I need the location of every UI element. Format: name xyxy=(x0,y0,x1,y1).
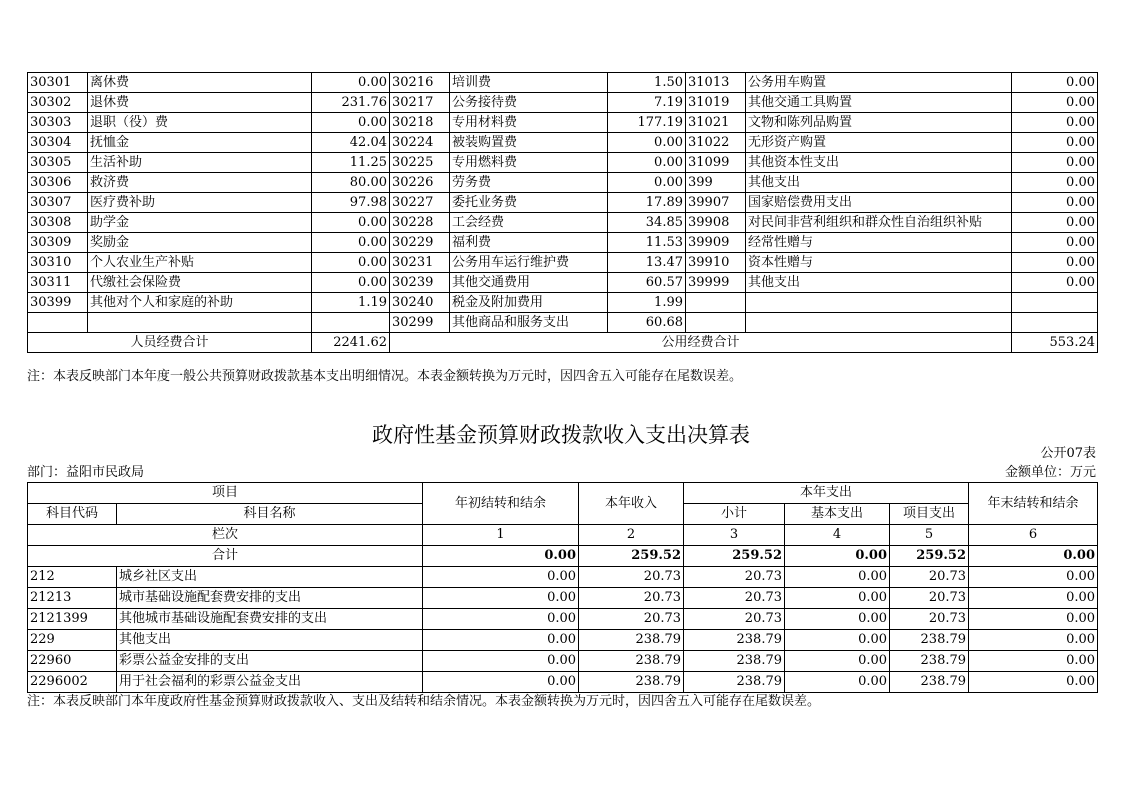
public-amount: 177.19 xyxy=(608,113,686,133)
basic-expense-rows xyxy=(28,73,1098,333)
personnel-name: 抚恤金 xyxy=(88,133,312,153)
fund-table xyxy=(27,482,1098,693)
personnel-name: 退职（役）费 xyxy=(88,113,312,133)
personnel-amount: 0.00 xyxy=(312,113,390,133)
public-code: 30299 xyxy=(390,313,450,333)
fund-total-label: 合计 xyxy=(28,546,423,567)
fund-total-basic: 0.00 xyxy=(785,546,890,567)
table-row xyxy=(28,233,1098,253)
public-code-2: 399 xyxy=(686,173,746,193)
fund-rows xyxy=(28,567,1098,693)
basic-expense: 0.00 xyxy=(785,609,890,630)
subject-name: 其他支出 xyxy=(117,630,423,651)
personnel-code xyxy=(28,313,88,333)
personnel-code: 30301 xyxy=(28,73,88,93)
fund-total-project: 259.52 xyxy=(890,546,969,567)
subject-code: 22960 xyxy=(28,651,117,672)
personnel-amount: 11.25 xyxy=(312,153,390,173)
project-expense: 238.79 xyxy=(890,651,969,672)
table-row xyxy=(28,313,1098,333)
personnel-amount: 0.00 xyxy=(312,73,390,93)
fund-total-opening: 0.00 xyxy=(423,546,579,567)
personnel-code: 30310 xyxy=(28,253,88,273)
expense-note: 注：本表反映部门本年度一般公共预算财政拨款基本支出明细情况。本表金额转换为万元时，因四舍五入可能存在尾数误差。 xyxy=(27,369,743,384)
public-code: 30224 xyxy=(390,133,450,153)
public-code: 30225 xyxy=(390,153,450,173)
public-amount-2: 0.00 xyxy=(1012,193,1098,213)
personnel-amount: 231.76 xyxy=(312,93,390,113)
basic-expense: 0.00 xyxy=(785,567,890,588)
public-total-value: 553.24 xyxy=(1012,333,1098,353)
personnel-name: 个人农业生产补贴 xyxy=(88,253,312,273)
public-name: 委托业务费 xyxy=(450,193,608,213)
opening-balance: 0.00 xyxy=(423,651,579,672)
public-name-2: 公务用车购置 xyxy=(746,73,1012,93)
basic-expense: 0.00 xyxy=(785,672,890,693)
header-expense: 本年支出 xyxy=(684,483,969,504)
subject-name: 其他城市基础设施配套费安排的支出 xyxy=(117,609,423,630)
personnel-total-label: 人员经费合计 xyxy=(28,333,312,353)
public-amount: 1.50 xyxy=(608,73,686,93)
personnel-name: 救济费 xyxy=(88,173,312,193)
year-income: 238.79 xyxy=(579,630,684,651)
table-row xyxy=(28,672,1098,693)
public-amount: 0.00 xyxy=(608,133,686,153)
public-code: 30239 xyxy=(390,273,450,293)
subject-name: 彩票公益金安排的支出 xyxy=(117,651,423,672)
table-row xyxy=(28,73,1098,93)
public-code-2: 39999 xyxy=(686,273,746,293)
closing-balance: 0.00 xyxy=(969,588,1098,609)
public-name: 劳务费 xyxy=(450,173,608,193)
public-code-2: 39910 xyxy=(686,253,746,273)
column-index-1: 1 xyxy=(423,525,579,546)
subject-code: 212 xyxy=(28,567,117,588)
personnel-code: 30304 xyxy=(28,133,88,153)
public-code-2: 31013 xyxy=(686,73,746,93)
opening-balance: 0.00 xyxy=(423,630,579,651)
subject-code: 2121399 xyxy=(28,609,117,630)
public-amount: 13.47 xyxy=(608,253,686,273)
public-name-2: 其他资本性支出 xyxy=(746,153,1012,173)
table-row xyxy=(28,253,1098,273)
closing-balance: 0.00 xyxy=(969,630,1098,651)
personnel-code: 30303 xyxy=(28,113,88,133)
column-index-5: 5 xyxy=(890,525,969,546)
header-income: 本年收入 xyxy=(579,483,684,525)
table-row xyxy=(28,273,1098,293)
public-amount-2: 0.00 xyxy=(1012,113,1098,133)
public-amount-2: 0.00 xyxy=(1012,73,1098,93)
fund-note: 注：本表反映部门本年度政府性基金预算财政拨款收入、支出及结转和结余情况。本表金额转换为万元时，因四舍五入可能存在尾数误差。 xyxy=(27,694,821,709)
public-name-2: 其他支出 xyxy=(746,273,1012,293)
closing-balance: 0.00 xyxy=(969,672,1098,693)
public-amount: 34.85 xyxy=(608,213,686,233)
public-amount-2: 0.00 xyxy=(1012,133,1098,153)
personnel-code: 30306 xyxy=(28,173,88,193)
public-name: 其他商品和服务支出 xyxy=(450,313,608,333)
table-row xyxy=(28,651,1098,672)
table-row xyxy=(28,173,1098,193)
public-amount-2 xyxy=(1012,293,1098,313)
public-amount: 7.19 xyxy=(608,93,686,113)
personnel-name: 生活补助 xyxy=(88,153,312,173)
public-name: 培训费 xyxy=(450,73,608,93)
public-code-2: 39907 xyxy=(686,193,746,213)
basic-expense-table xyxy=(27,72,1098,353)
personnel-name: 医疗费补助 xyxy=(88,193,312,213)
table-row xyxy=(28,609,1098,630)
header-closing: 年末结转和结余 xyxy=(969,483,1098,525)
subject-code: 21213 xyxy=(28,588,117,609)
public-code-2: 31022 xyxy=(686,133,746,153)
personnel-name: 退休费 xyxy=(88,93,312,113)
public-name-2 xyxy=(746,293,1012,313)
public-amount: 11.53 xyxy=(608,233,686,253)
subject-code: 2296002 xyxy=(28,672,117,693)
opening-balance: 0.00 xyxy=(423,672,579,693)
personnel-name: 离休费 xyxy=(88,73,312,93)
public-name-2: 其他支出 xyxy=(746,173,1012,193)
public-code-2: 31021 xyxy=(686,113,746,133)
table-row xyxy=(28,193,1098,213)
personnel-amount: 0.00 xyxy=(312,253,390,273)
personnel-name: 助学金 xyxy=(88,213,312,233)
public-code: 30229 xyxy=(390,233,450,253)
header-name: 科目名称 xyxy=(117,504,423,525)
table-row xyxy=(28,293,1098,313)
unit-label: 金额单位：万元 xyxy=(1004,465,1096,480)
public-name: 公务接待费 xyxy=(450,93,608,113)
personnel-name xyxy=(88,313,312,333)
public-name-2: 其他交通工具购置 xyxy=(746,93,1012,113)
personnel-total-value: 2241.62 xyxy=(312,333,390,353)
public-code-2 xyxy=(686,313,746,333)
closing-balance: 0.00 xyxy=(969,567,1098,588)
public-name-2 xyxy=(746,313,1012,333)
public-name: 专用燃料费 xyxy=(450,153,608,173)
personnel-amount: 97.98 xyxy=(312,193,390,213)
fund-total-income: 259.52 xyxy=(579,546,684,567)
public-code: 30231 xyxy=(390,253,450,273)
project-expense: 238.79 xyxy=(890,630,969,651)
expense-subtotal: 20.73 xyxy=(684,609,785,630)
public-name: 专用材料费 xyxy=(450,113,608,133)
subject-name: 用于社会福利的彩票公益金支出 xyxy=(117,672,423,693)
expense-subtotal: 238.79 xyxy=(684,651,785,672)
public-amount-2: 0.00 xyxy=(1012,93,1098,113)
public-amount-2: 0.00 xyxy=(1012,233,1098,253)
public-amount-2: 0.00 xyxy=(1012,253,1098,273)
header-subtotal: 小计 xyxy=(684,504,785,525)
table-row xyxy=(28,133,1098,153)
column-index-4: 4 xyxy=(785,525,890,546)
header-project: 项目支出 xyxy=(890,504,969,525)
year-income: 238.79 xyxy=(579,672,684,693)
public-code: 30226 xyxy=(390,173,450,193)
project-expense: 20.73 xyxy=(890,588,969,609)
year-income: 20.73 xyxy=(579,588,684,609)
public-name: 工会经费 xyxy=(450,213,608,233)
subject-code: 229 xyxy=(28,630,117,651)
opening-balance: 0.00 xyxy=(423,588,579,609)
table-row xyxy=(28,630,1098,651)
expense-subtotal: 20.73 xyxy=(684,567,785,588)
expense-subtotal: 238.79 xyxy=(684,630,785,651)
public-code-2 xyxy=(686,293,746,313)
public-amount-2 xyxy=(1012,313,1098,333)
personnel-name: 奖励金 xyxy=(88,233,312,253)
personnel-amount: 42.04 xyxy=(312,133,390,153)
public-code: 30218 xyxy=(390,113,450,133)
personnel-code: 30311 xyxy=(28,273,88,293)
personnel-code: 30302 xyxy=(28,93,88,113)
project-expense: 20.73 xyxy=(890,567,969,588)
column-index-label: 栏次 xyxy=(28,525,423,546)
basic-expense: 0.00 xyxy=(785,651,890,672)
project-expense: 238.79 xyxy=(890,672,969,693)
public-code-2: 39908 xyxy=(686,213,746,233)
column-index-2: 2 xyxy=(579,525,684,546)
public-amount-2: 0.00 xyxy=(1012,273,1098,293)
public-amount: 0.00 xyxy=(608,153,686,173)
header-item: 项目 xyxy=(28,483,423,504)
public-amount: 17.89 xyxy=(608,193,686,213)
public-code: 30228 xyxy=(390,213,450,233)
public-amount: 1.99 xyxy=(608,293,686,313)
public-name: 其他交通费用 xyxy=(450,273,608,293)
public-name: 福利费 xyxy=(450,233,608,253)
personnel-name: 代缴社会保险费 xyxy=(88,273,312,293)
public-total-label: 公用经费合计 xyxy=(390,333,1012,353)
expense-subtotal: 238.79 xyxy=(684,672,785,693)
public-code: 30227 xyxy=(390,193,450,213)
personnel-amount xyxy=(312,313,390,333)
fund-total-subtotal: 259.52 xyxy=(684,546,785,567)
public-name: 公务用车运行维护费 xyxy=(450,253,608,273)
public-amount: 60.68 xyxy=(608,313,686,333)
personnel-amount: 0.00 xyxy=(312,233,390,253)
subject-name: 城市基础设施配套费安排的支出 xyxy=(117,588,423,609)
public-name-2: 国家赔偿费用支出 xyxy=(746,193,1012,213)
fund-table-title: 政府性基金预算财政拨款收入支出决算表 xyxy=(372,423,750,447)
public-code: 30217 xyxy=(390,93,450,113)
header-code: 科目代码 xyxy=(28,504,117,525)
personnel-code: 30399 xyxy=(28,293,88,313)
personnel-amount: 0.00 xyxy=(312,273,390,293)
public-code: 30240 xyxy=(390,293,450,313)
personnel-code: 30308 xyxy=(28,213,88,233)
column-index-6: 6 xyxy=(969,525,1098,546)
public-amount-2: 0.00 xyxy=(1012,153,1098,173)
fund-column-index-row xyxy=(28,525,1098,546)
year-income: 238.79 xyxy=(579,651,684,672)
personnel-code: 30305 xyxy=(28,153,88,173)
closing-balance: 0.00 xyxy=(969,609,1098,630)
table-row xyxy=(28,93,1098,113)
basic-expense: 0.00 xyxy=(785,588,890,609)
public-code-2: 31019 xyxy=(686,93,746,113)
public-name-2: 对民间非营利组织和群众性自治组织补贴 xyxy=(746,213,1012,233)
table-row xyxy=(28,153,1098,173)
expense-subtotal: 20.73 xyxy=(684,588,785,609)
table-row xyxy=(28,113,1098,133)
opening-balance: 0.00 xyxy=(423,567,579,588)
public-amount-2: 0.00 xyxy=(1012,213,1098,233)
basic-expense: 0.00 xyxy=(785,630,890,651)
header-opening: 年初结转和结余 xyxy=(423,483,579,525)
public-name-2: 资本性赠与 xyxy=(746,253,1012,273)
personnel-amount: 80.00 xyxy=(312,173,390,193)
department-label: 部门：益阳市民政局 xyxy=(27,465,145,480)
public-name-2: 经常性赠与 xyxy=(746,233,1012,253)
personnel-amount: 0.00 xyxy=(312,213,390,233)
public-name-2: 无形资产购置 xyxy=(746,133,1012,153)
year-income: 20.73 xyxy=(579,567,684,588)
column-index-3: 3 xyxy=(684,525,785,546)
personnel-code: 30309 xyxy=(28,233,88,253)
form-number: 公开07表 xyxy=(1040,446,1096,461)
public-name: 税金及附加费用 xyxy=(450,293,608,313)
table-row xyxy=(28,213,1098,233)
public-code: 30216 xyxy=(390,73,450,93)
fund-total-closing: 0.00 xyxy=(969,546,1098,567)
public-name-2: 文物和陈列品购置 xyxy=(746,113,1012,133)
fund-total-row xyxy=(28,546,1098,567)
subject-name: 城乡社区支出 xyxy=(117,567,423,588)
public-amount: 60.57 xyxy=(608,273,686,293)
personnel-code: 30307 xyxy=(28,193,88,213)
year-income: 20.73 xyxy=(579,609,684,630)
expense-total-row xyxy=(28,333,1098,353)
project-expense: 20.73 xyxy=(890,609,969,630)
public-amount: 0.00 xyxy=(608,173,686,193)
fund-header-row-1 xyxy=(28,483,1098,504)
table-row xyxy=(28,588,1098,609)
public-amount-2: 0.00 xyxy=(1012,173,1098,193)
closing-balance: 0.00 xyxy=(969,651,1098,672)
personnel-amount: 1.19 xyxy=(312,293,390,313)
public-code-2: 31099 xyxy=(686,153,746,173)
public-code-2: 39909 xyxy=(686,233,746,253)
opening-balance: 0.00 xyxy=(423,609,579,630)
header-basic: 基本支出 xyxy=(785,504,890,525)
public-name: 被装购置费 xyxy=(450,133,608,153)
table-row xyxy=(28,567,1098,588)
personnel-name: 其他对个人和家庭的补助 xyxy=(88,293,312,313)
